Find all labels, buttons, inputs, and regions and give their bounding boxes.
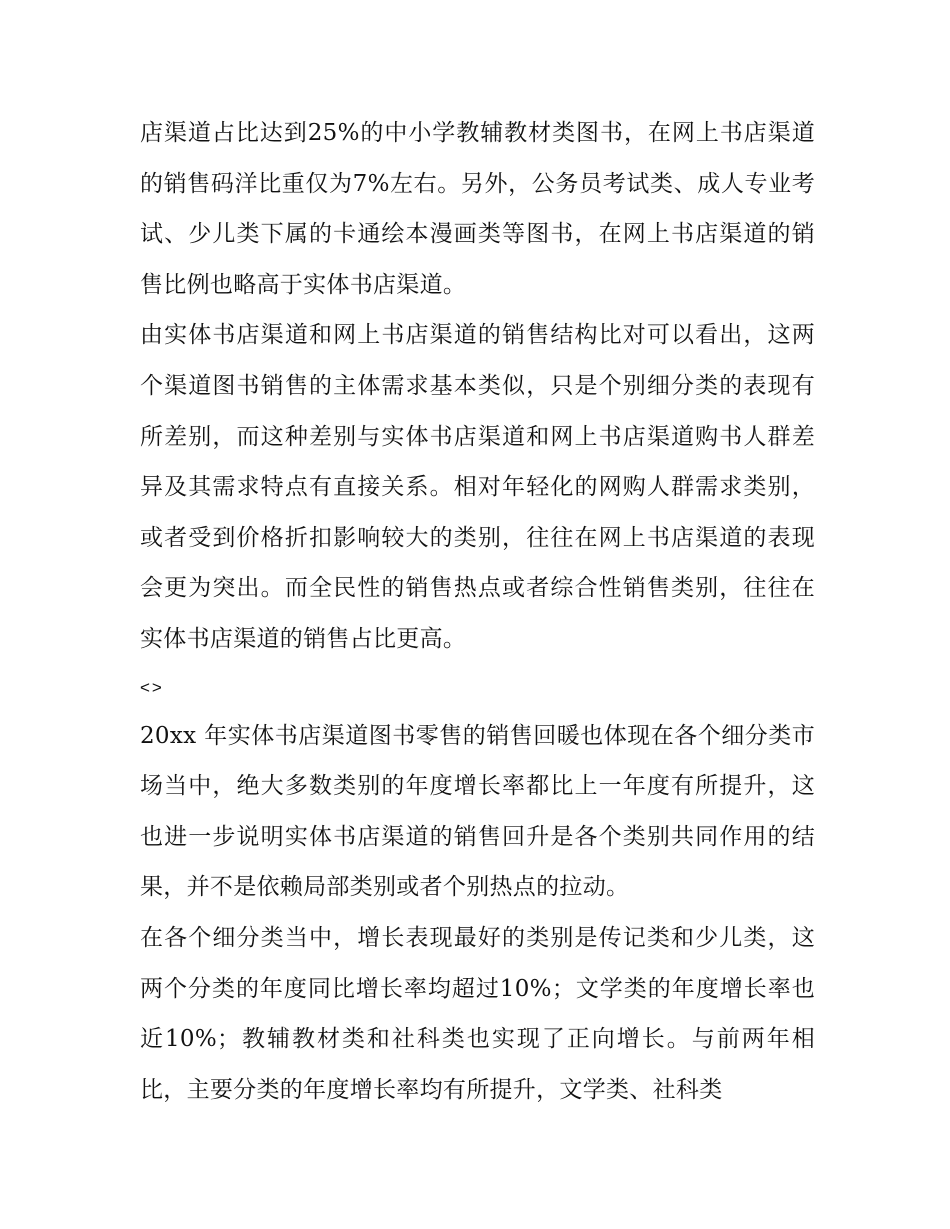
paragraph-2: 由实体书店渠道和网上书店渠道的销售结构比对可以看出，这两个渠道图书销售的主体需求基本类似，只是个别细分类的表现有所差别，而这种差别与实体书店渠道和网上书店渠道购书人群差异及其需求特点有直接关系。相对年轻化的网购人群需求类别，或者受到价格折扣影响较大的类别，往往在网上书店渠道的表现会更为突出。而全民性的销售热点或者综合性销售类别，往往在实体书店渠道的销售占比更高。 <box>140 322 815 652</box>
paragraph-4: 在各个细分类当中，增长表现最好的类别是传记类和少儿类，这两个分类的年度同比增长率均超过10%；文学类的年度增长率也近10%；教辅教材类和社科类也实现了正向增长。与前两年相比，主要分类的年度增长率均有所提升，文学类、社科类 <box>140 924 815 1103</box>
document-body <box>140 108 815 1115</box>
paragraph-1: 店渠道占比达到25%的中小学教辅教材类图书，在网上书店渠道的销售码洋比重仅为7%左右。另外，公务员考试类、成人专业考试、少儿类下属的卡通绘本漫画类等图书，在网上书店渠道的销售比例也略高于实体书店渠道。 <box>140 120 815 298</box>
placeholder-marker: <> <box>140 677 164 697</box>
paragraph-3: 20xx 年实体书店渠道图书零售的销售回暖也体现在各个细分类市场当中，绝大多数类别的年度增长率都比上一年度有所提升，这也进一步说明实体书店渠道的销售回升是各个类别共同作用的结果，并不是依赖局部类别或者个别热点的拉动。 <box>140 722 815 901</box>
